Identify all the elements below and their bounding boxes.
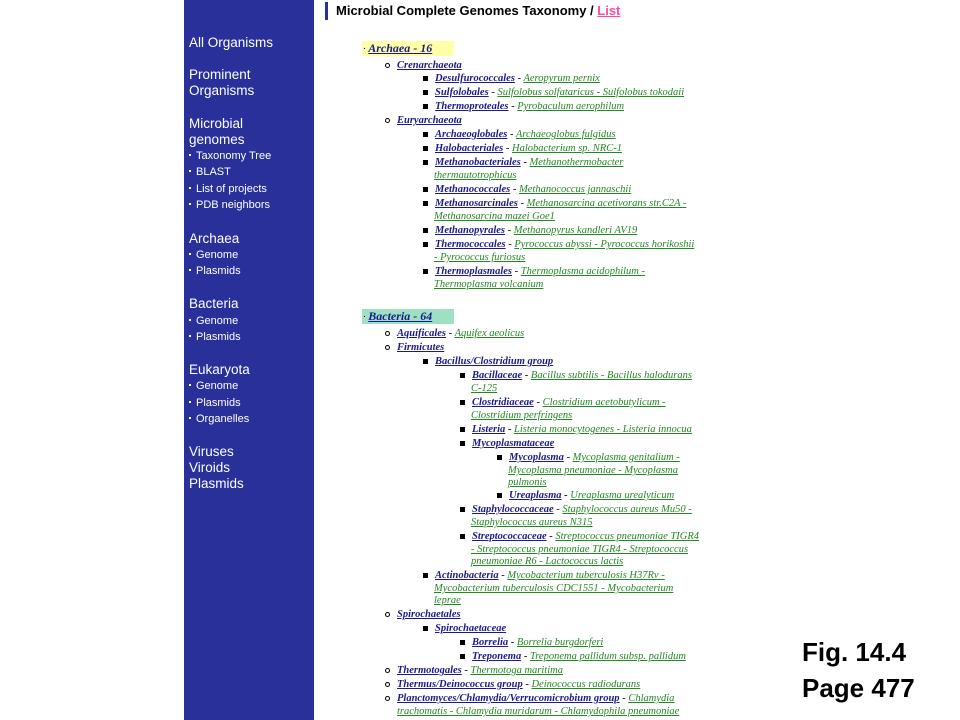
- organism-link[interactable]: Methanococcus jannaschii: [519, 184, 632, 195]
- bacillus-group-row: [423, 355, 553, 368]
- organism-link[interactable]: Staphylococcus aureus N315: [471, 517, 593, 528]
- crenarchaeota-row: [385, 59, 462, 72]
- square-bullet-icon: [423, 269, 428, 274]
- nav-eukaryota-genome[interactable]: Genome: [189, 380, 238, 393]
- archaea-domain: · Archaea - 16: [363, 41, 433, 55]
- square-bullet-icon: [423, 160, 428, 165]
- square-bullet-icon: [423, 228, 428, 233]
- circle-bullet-icon: [385, 63, 390, 68]
- bacteria-domain: · Bacteria - 64: [363, 309, 433, 323]
- bacillaceae-row: Bacillaceae - Bacillus subtilis - Bacillus halodurans: [460, 369, 692, 382]
- taxon-link[interactable]: Clostridiaceae: [472, 397, 534, 408]
- taxon-link[interactable]: Thermoproteales: [435, 101, 509, 112]
- actinobacteria-cont: [434, 582, 673, 595]
- organism-link[interactable]: leprae: [434, 595, 461, 606]
- organism-link[interactable]: Mycobacterium tuberculosis CDC1551 - Mycobacterium: [434, 583, 674, 594]
- organism-link[interactable]: Methanosarcina acetivorans str.C2A -: [526, 198, 687, 209]
- organism-link[interactable]: Methanopyrus kandleri AV19: [513, 225, 638, 236]
- methanopyrales-row: Methanopyrales - Methanopyrus kandleri AV19: [423, 224, 637, 237]
- organism-link[interactable]: Listeria monocytogenes - Listeria innocua: [514, 424, 692, 435]
- organism-link[interactable]: Clostridium acetobutylicum -: [542, 397, 666, 408]
- figure-number: Fig. 14.4: [802, 637, 907, 667]
- organism-link[interactable]: C-125: [471, 383, 498, 394]
- clostridiaceae-row: Clostridiaceae - Clostridium acetobutylicum -: [460, 396, 666, 409]
- bacteria-link[interactable]: Bacteria - 64: [368, 309, 433, 323]
- nav-microbial-genomes[interactable]: Microbial genomes: [189, 116, 245, 147]
- archaeoglobales-row: Archaeoglobales - Archaeoglobus fulgidus: [423, 128, 616, 141]
- organism-link[interactable]: Mycobacterium tuberculosis H37Rv -: [507, 570, 665, 581]
- nav-archaea[interactable]: Archaea: [189, 231, 240, 246]
- organism-link[interactable]: Treponema pallidum subsp. pallidum: [529, 651, 686, 662]
- mycoplasma-row: Mycoplasma - Mycoplasma genitalium -: [497, 451, 680, 464]
- square-bullet-icon: [423, 626, 428, 631]
- organism-link[interactable]: Mycoplasma genitalium -: [572, 452, 680, 463]
- taxon-link[interactable]: Planctomyces/Chlamydia/Verrucomicrobium group: [397, 693, 620, 704]
- taxon-link[interactable]: Methanosarcinales: [435, 198, 518, 209]
- aquificales-row: Aquificales - Aquifex aeolicus: [385, 327, 524, 340]
- organism-link[interactable]: Streptococcus pneumoniae TIGR4: [555, 531, 700, 542]
- taxon-link[interactable]: Staphylococcaceae: [472, 504, 554, 515]
- nav-all-organisms[interactable]: All Organisms: [189, 35, 274, 50]
- nav-eukaryota[interactable]: Eukaryota: [189, 362, 250, 377]
- organism-link[interactable]: Chlamydia: [628, 693, 675, 704]
- organism-link[interactable]: Borrelia burgdorferi: [516, 637, 604, 648]
- euryarchaeota-row: [385, 114, 462, 127]
- mycoplasma-cont2: [508, 476, 547, 489]
- taxon-link[interactable]: Thermus/Deinococcus group: [397, 679, 523, 690]
- taxon-link[interactable]: Bacillaceae: [472, 370, 523, 381]
- organism-link[interactable]: Deinococcus radiodurans: [531, 679, 641, 690]
- square-bullet-icon: [460, 507, 465, 512]
- square-bullet-icon: [423, 104, 428, 109]
- square-bullet-icon: [423, 76, 428, 81]
- halobacteriales-row: Halobacteriales - Halobacterium sp. NRC-1: [423, 142, 622, 155]
- spirochaetaceae-row: [423, 622, 506, 635]
- organism-link[interactable]: Staphylococcus aureus Mu50 -: [562, 504, 692, 515]
- organism-link[interactable]: Archaeoglobus fulgidus: [515, 129, 616, 140]
- square-bullet-icon: [460, 654, 465, 659]
- nav-archaea-genome[interactable]: Genome: [189, 249, 238, 262]
- square-bullet-icon: [423, 187, 428, 192]
- square-bullet-icon: [423, 132, 428, 137]
- thermococcales-cont: [434, 251, 525, 264]
- taxon-link[interactable]: Methanobacteriales: [435, 157, 521, 168]
- organism-link[interactable]: Pyrobaculum aerophilum: [517, 101, 625, 112]
- methanosarcinales-row: Methanosarcinales - Methanosarcina acetivorans str.C2A -: [423, 197, 686, 210]
- thermoplasmales-cont: [434, 278, 543, 291]
- methanobacteriales-cont: [434, 169, 516, 182]
- organism-link[interactable]: trachomatis - Chlamydia muridarum - Chlamydophila pneumoniae: [397, 706, 680, 717]
- taxon-link[interactable]: Actinobacteria: [435, 570, 499, 581]
- organism-link[interactable]: Mycoplasma pneumoniae - Mycoplasma: [508, 465, 678, 476]
- treponema-row: Treponema - Treponema pallidum subsp. pallidum: [460, 650, 686, 663]
- square-bullet-icon: [460, 400, 465, 405]
- organism-link[interactable]: Ureaplasma urealyticum: [570, 490, 675, 501]
- square-bullet-icon: [423, 146, 428, 151]
- archaea-link[interactable]: Archaea - 16: [368, 41, 433, 55]
- taxon-link[interactable]: Thermoplasmales: [435, 266, 513, 277]
- circle-bullet-icon: [385, 118, 390, 123]
- taxon-link[interactable]: Aquificales: [397, 328, 446, 339]
- taxon-link[interactable]: Borrelia: [472, 637, 509, 648]
- taxon-link[interactable]: Sulfolobales: [435, 87, 489, 98]
- actinobacteria-cont2: [434, 594, 461, 607]
- listeria-row: Listeria - Listeria monocytogenes - Listeria innocua: [460, 423, 692, 436]
- page-number: Page 477: [802, 673, 915, 703]
- taxon-link[interactable]: Listeria: [472, 424, 506, 435]
- square-bullet-icon: [460, 373, 465, 378]
- spirochaetales-row: [385, 608, 461, 621]
- nav-taxonomy-tree[interactable]: Taxonomy Tree: [189, 150, 271, 163]
- taxon-link[interactable]: Desulfurococcales: [435, 73, 515, 84]
- organism-link[interactable]: Halobacterium sp. NRC-1: [512, 143, 622, 154]
- organism-link[interactable]: Thermotoga maritima: [470, 665, 563, 676]
- page-title: Microbial Complete Genomes Taxonomy: [336, 3, 587, 18]
- thermococcales-row: Thermococcales - Pyrococcus abyssi - Pyrococcus horikoshii: [423, 238, 694, 251]
- square-bullet-icon: [497, 455, 502, 460]
- bacillaceae-cont: [471, 382, 497, 395]
- staphylococcaceae-cont: [471, 516, 593, 529]
- taxon-link[interactable]: Bacillus/Clostridium group: [435, 356, 554, 367]
- circle-bullet-icon: [385, 668, 390, 673]
- square-bullet-icon: [423, 90, 428, 95]
- square-bullet-icon: [423, 242, 428, 247]
- methanosarcinales-cont: [434, 210, 555, 223]
- methanobacteriales-row: Methanobacteriales - Methanothermobacter: [423, 156, 623, 169]
- nav-bacteria[interactable]: Bacteria: [189, 296, 239, 311]
- square-bullet-icon: [460, 534, 465, 539]
- taxon-link[interactable]: Thermotogales: [397, 665, 462, 676]
- thermoplasmales-row: Thermoplasmales - Thermoplasma acidophilum -: [423, 265, 645, 278]
- taxon-link[interactable]: Mycoplasma: [509, 452, 564, 463]
- nav-list-of-projects[interactable]: List of projects: [189, 183, 267, 196]
- taxon-link[interactable]: Mycoplasmataceae: [472, 438, 555, 449]
- clostridiaceae-cont: [471, 409, 572, 422]
- nav-blast[interactable]: BLAST: [189, 166, 231, 179]
- taxon-link[interactable]: Streptococcaceae: [472, 531, 547, 542]
- square-bullet-icon: [497, 493, 502, 498]
- taxon-link[interactable]: Spirochaetales: [397, 609, 461, 620]
- taxon-link[interactable]: Methanococcales: [435, 184, 511, 195]
- thermotogales-row: Thermotogales - Thermotoga maritima: [385, 664, 563, 677]
- nav-bacteria-plasmids[interactable]: Plasmids: [189, 331, 241, 344]
- organism-link[interactable]: Pyrococcus abyssi - Pyrococcus horikoshii: [514, 239, 695, 250]
- organism-link[interactable]: - Streptococcus pneumoniae TIGR4 - Streptococcus: [471, 544, 689, 555]
- staphylococcaceae-row: Staphylococcaceae - Staphylococcus aureus Mu50 -: [460, 503, 692, 516]
- square-bullet-icon: [460, 441, 465, 446]
- nav-prominent-organisms[interactable]: Prominent Organisms: [189, 67, 255, 98]
- title-separator: /: [586, 3, 598, 18]
- nav-eukaryota-plasmids[interactable]: Plasmids: [189, 397, 241, 410]
- methanococcales-row: Methanococcales - Methanococcus jannaschii: [423, 183, 631, 196]
- crenarchaeota-link[interactable]: Crenarchaeota: [397, 60, 462, 71]
- circle-bullet-icon: [385, 331, 390, 336]
- organism-link[interactable]: Aquifex aeolicus: [454, 328, 525, 339]
- organism-link[interactable]: Methanosarcina mazei Goe1: [434, 211, 555, 222]
- square-bullet-icon: [423, 359, 428, 364]
- organism-link[interactable]: thermautotrophicus: [434, 170, 517, 181]
- organism-link[interactable]: pulmonis: [508, 477, 547, 488]
- nav-pdb-neighbors[interactable]: PDB neighbors: [189, 199, 270, 212]
- figure-caption: [802, 634, 915, 706]
- organism-link[interactable]: Bacillus subtilis - Bacillus halodurans: [530, 370, 692, 381]
- nav-bacteria-genome[interactable]: Genome: [189, 315, 238, 328]
- organism-link[interactable]: pneumoniae R6 - Lactococcus lactis: [471, 556, 624, 567]
- sulfolobales-row: Sulfolobales - Sulfolobus solfataricus - Sulfolobus tokodaii: [423, 86, 684, 99]
- organism-link[interactable]: Thermoplasma volcanium: [434, 279, 544, 290]
- organism-link[interactable]: Clostridium perfringens: [471, 410, 573, 421]
- planctomyces-row: Planctomyces/Chlamydia/Verrucomicrobium group - Chlamydia: [385, 692, 674, 705]
- list-link[interactable]: List: [597, 3, 621, 18]
- circle-bullet-icon: [385, 612, 390, 617]
- taxon-link[interactable]: Ureaplasma: [509, 490, 562, 501]
- circle-bullet-icon: [385, 682, 390, 687]
- taxon-link[interactable]: Treponema: [472, 651, 522, 662]
- euryarchaeota-link[interactable]: Euryarchaeota: [397, 115, 462, 126]
- streptococcaceae-cont2: [471, 555, 623, 568]
- square-bullet-icon: [460, 640, 465, 645]
- taxon-link[interactable]: Halobacteriales: [435, 143, 504, 154]
- borrelia-row: Borrelia - Borrelia burgdorferi: [460, 636, 603, 649]
- nav-archaea-plasmids[interactable]: Plasmids: [189, 265, 241, 278]
- organism-link[interactable]: Sulfolobus solfataricus - Sulfolobus tokodaii: [497, 87, 685, 98]
- taxon-link[interactable]: Thermococcales: [435, 239, 506, 250]
- circle-bullet-icon: [385, 345, 390, 350]
- nav-eukaryota-organelles[interactable]: Organelles: [189, 413, 249, 426]
- circle-bullet-icon: [385, 696, 390, 701]
- square-bullet-icon: [460, 427, 465, 432]
- firmicutes-row: [385, 341, 444, 354]
- streptococcaceae-row: Streptococcaceae - Streptococcus pneumoniae TIGR4: [460, 530, 699, 543]
- thermus-row: Thermus/Deinococcus group - Deinococcus radiodurans: [385, 678, 640, 691]
- firmicutes-link[interactable]: Firmicutes: [397, 342, 445, 353]
- actinobacteria-row: Actinobacteria - Mycobacterium tuberculosis H37Rv -: [423, 569, 665, 582]
- taxon-link[interactable]: Spirochaetaceae: [435, 623, 507, 634]
- ureaplasma-row: Ureaplasma - Ureaplasma urealyticum: [497, 489, 674, 502]
- taxon-link[interactable]: Archaeoglobales: [435, 129, 508, 140]
- square-bullet-icon: [423, 201, 428, 206]
- planctomyces-cont: [397, 705, 679, 718]
- organism-link[interactable]: - Pyrococcus furiosus: [434, 252, 526, 263]
- thermoproteales-row: Thermoproteales - Pyrobaculum aerophilum: [423, 100, 624, 113]
- organism-link[interactable]: Thermoplasma acidophilum -: [520, 266, 646, 277]
- nav-viruses-viroids-plasmids[interactable]: Viruses Viroids Plasmids: [189, 444, 244, 491]
- mycoplasmataceae-row: [460, 437, 554, 450]
- taxon-link[interactable]: Methanopyrales: [435, 225, 506, 236]
- desulfurococcales-row: Desulfurococcales - Aeropyrum pernix: [423, 72, 600, 85]
- organism-link[interactable]: Aeropyrum pernix: [523, 73, 600, 84]
- organism-link[interactable]: Methanothermobacter: [529, 157, 624, 168]
- square-bullet-icon: [423, 573, 428, 578]
